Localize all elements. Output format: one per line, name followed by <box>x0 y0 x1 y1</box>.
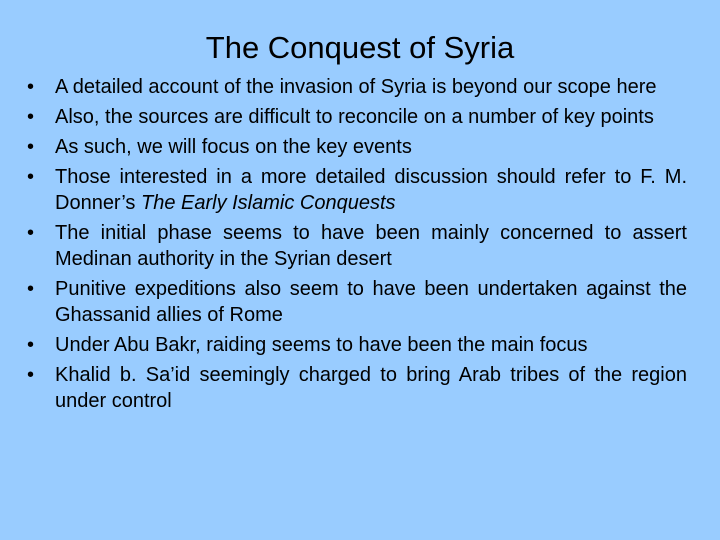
bullet-item <box>27 134 687 160</box>
bullet-text: Khalid b. Sa’id seemingly charged to bring Arab tribes of the region under control <box>55 364 687 412</box>
bullet-item <box>27 362 687 414</box>
bullet-text <box>55 166 687 214</box>
bullet-item <box>27 74 687 100</box>
slide-title: The Conquest of Syria <box>205 30 515 65</box>
bullet-item <box>27 332 687 358</box>
bullet-icon: • <box>27 222 35 244</box>
bullet-text: The initial phase seems to have been mainly concerned to assert Medinan authority in the Syrian desert <box>55 222 687 270</box>
bullet-item <box>27 276 687 328</box>
bullet-item <box>27 220 687 272</box>
bullet-text: Punitive expeditions also seem to have been undertaken against the Ghassanid allies of Rome <box>55 278 687 326</box>
bullet-item <box>27 164 687 216</box>
bullet-icon: • <box>27 136 35 158</box>
bullet-text-plain: Those interested in a more detailed discussion should refer to F. M. Donner’s <box>55 166 687 214</box>
bullet-list <box>27 74 687 418</box>
bullet-text: Also, the sources are difficult to reconcile on a number of key points <box>55 106 654 128</box>
bullet-text: Under Abu Bakr, raiding seems to have been the main focus <box>55 334 588 356</box>
bullet-text: As such, we will focus on the key events <box>55 136 412 158</box>
bullet-icon: • <box>27 106 35 128</box>
bullet-icon: • <box>27 278 35 300</box>
book-title: The Early Islamic Conquests <box>140 192 396 214</box>
bullet-icon: • <box>27 166 35 188</box>
bullet-icon: • <box>27 334 35 356</box>
bullet-icon: • <box>27 76 35 98</box>
bullet-item <box>27 104 687 130</box>
bullet-icon: • <box>27 364 35 386</box>
bullet-text: A detailed account of the invasion of Syria is beyond our scope here <box>55 76 657 98</box>
